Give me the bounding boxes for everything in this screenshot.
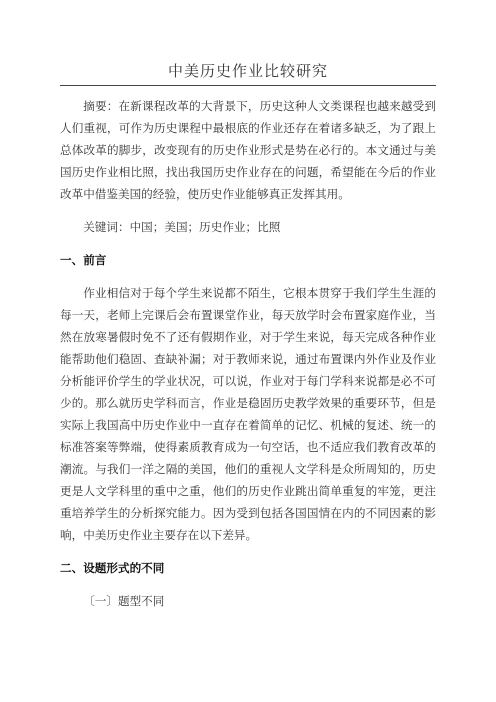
introduction-paragraph: 作业相信对于每个学生来说都不陌生，它根本贯穿于我们学生生涯的每一天，老师上完课后会布置课堂作业，每天放学时会布置家庭作业，当然在放寒暑假时免不了还有假期作业，对于学生来说，每天完成各种作业能帮助他们稳固、查缺补漏；对于教师来说，通过布置课内外作业及作业分析能评价学生的学业状况，可以说，作业对于每门学科来说都是必不可少的。那么就历史学科而言，作业是稳固历史教学效果的重要环节，但是实际上我国高中历史作业中一直存在着简单的记忆、机械的复述、统一的标准答案等弊端，使得素质教育成为一句空话，也不适应我们教育改革的潮流。与我们一洋之隔的美国，他们的重视人文学科是众所周知的，历史更是人文学科里的重中之重，他们的历史作业跳出简单重复的牢笼，更注重培养学生的分析探究能力。因为受到包括各国国情在内的不同因素的影响，中美历史作业主要存在以下差异。 [60,286,436,542]
spacer [60,579,436,590]
subsection-heading-question-types: 〔一〕题型不同 [83,594,165,608]
document-body [60,95,436,612]
spacer [60,546,436,557]
spacer [60,271,436,282]
document-title: 中美历史作业比较研究 [167,62,328,80]
spacer [60,205,436,216]
section-heading-question-format: 二、设题形式的不同 [60,561,165,575]
title-underline [60,85,436,86]
section-heading-introduction: 一、前言 [60,253,107,267]
spacer [60,238,436,249]
abstract-paragraph: 摘要：在新课程改革的大背景下，历史这种人文类课程也越来越受到人们重视，可作为历史课程中最根底的作业还存在着诸多缺乏，为了跟上总体改革的脚步，改变现有的历史作业形式是势在必行的。本文通过与美国历史作业相比照，找出我国历史作业存在的问题，希望能在今后的作业改革中借鉴美国的经验，使历史作业能够真正发挥其用。 [60,99,436,201]
keywords-paragraph: 关键词：中国；美国；历史作业；比照 [83,220,281,234]
